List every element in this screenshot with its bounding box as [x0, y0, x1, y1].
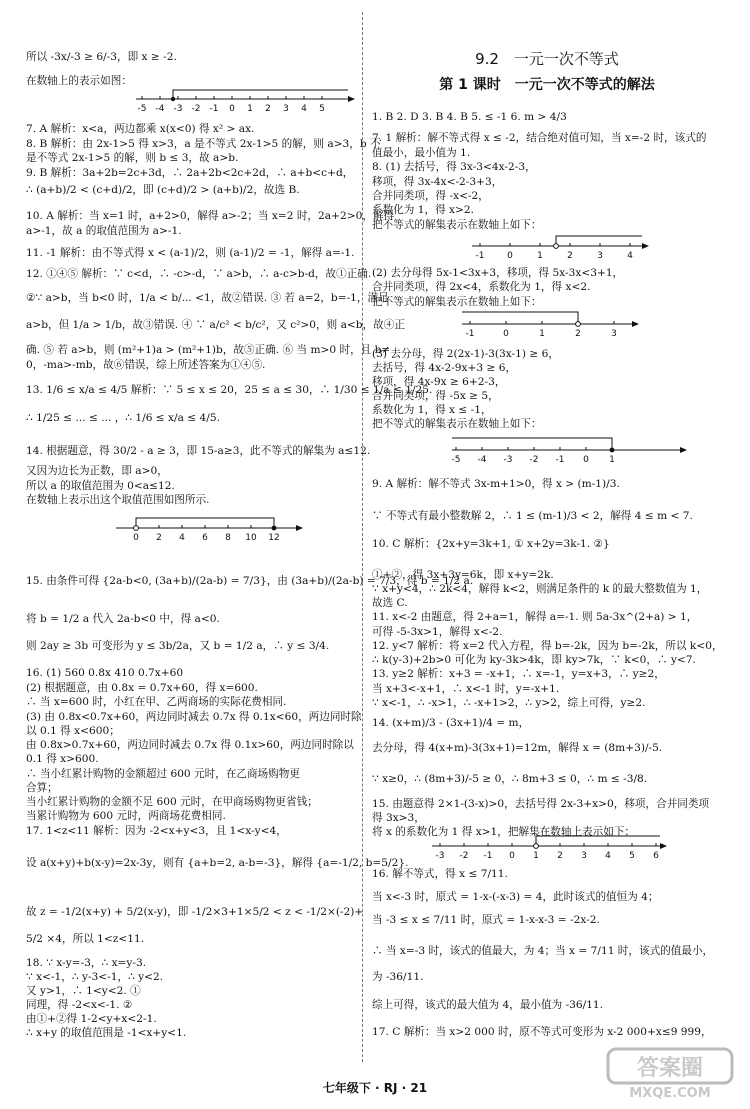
answer-line: 当小红累计购物的金额不足 600 元时，在甲商场购物更省钱； [26, 796, 318, 808]
answer-line: 14. 根据题意，得 30/2 - a ≥ 3，即 15-a≥3，此不等式的解集为 a≤12. [26, 445, 371, 457]
number-line-tick-label: 4 [605, 851, 611, 861]
number-line-figure [432, 832, 672, 862]
answer-line: 把不等式的解集表示在数轴上如下： [372, 219, 542, 231]
answer-line: 合并同类项，得 -5x ≥ 5， [372, 390, 499, 402]
section-title: 9.2 一元一次不等式 [475, 50, 619, 68]
number-line [116, 514, 306, 546]
answer-line: ∵ x≥0，∴ (8m+3)/-5 ≥ 0，∴ 8m+3 ≤ 0，∴ m ≤ -3/8. [372, 773, 648, 785]
answer-line: ②∵ a>b，当 b<0 时，1/a < b/... <1，故②错误. ③ 若 a=2，b=-1，满足 [26, 292, 389, 304]
lesson-subtitle: 第 1 课时 一元一次不等式的解法 [439, 77, 655, 93]
number-line-tick-label: 3 [581, 851, 587, 861]
answer-line: 当 -3 ≤ x ≤ 7/11 时，原式 = 1-x-x-3 = -2x-2. [372, 914, 600, 926]
answer-line: ∵ x<-1，∴ -x>1，∴ -x+1>2，∴ y>2，综上可得，y≥2. [372, 697, 646, 709]
number-line [136, 88, 356, 118]
number-line-tick-label: 5 [629, 851, 635, 861]
answer-line: ∴ 当小红累计购物的金额超过 600 元时，在乙商场购物更 [26, 768, 300, 780]
number-line-tick-label: 10 [245, 533, 257, 543]
answer-line: 13. 1/6 ≤ x/a ≤ 4/5 解析：∵ 5 ≤ x ≤ 20，25 ≤ a ≤ 30，∴ 1/30 ≤ 1/a ≤ 1/25. [26, 384, 433, 396]
answer-line: 15. 由条件可得 {2a-b<0, (3a+b)/(2a-b) = 7/3}，由 (3a+b)/(2a-b) = 7/3，得 b = 1/2 a. [26, 575, 474, 587]
answer-line: 15. 由题意得 2×1-(3-x)>0，去括号得 2x-3+x>0，移项，合并同类项 [372, 798, 710, 810]
answer-line: 把不等式的解集表示在数轴上如下： [372, 418, 542, 430]
answer-line: 当累计购物为 600 元时，两商场花费相同. [26, 810, 226, 822]
number-line-tick-label: 4 [301, 104, 307, 114]
answer-line: (3) 去分母，得 2(2x-1)-3(3x-1) ≥ 6， [372, 348, 559, 360]
answer-line: 10. C 解析：{2x+y=3k+1, ① x+2y=3k-1. ②} [372, 538, 610, 550]
answer-line: 值最小，最小值为 1. [372, 147, 471, 159]
answer-line: 又 y>1，∴ 1<y<2. ① [26, 985, 141, 997]
number-line-tick-label: -2 [459, 851, 469, 861]
answer-line: 合算； [26, 782, 58, 794]
number-line [432, 832, 672, 862]
answer-line: 合并同类项，得 2x<4，系数化为 1，得 x<2. [372, 281, 591, 293]
answer-line: ∵ x+y<4，∴ 2k<4，解得 k<2，则满足条件的 k 的最大整数值为 1， [372, 583, 708, 595]
answer-line: 当 x+3<-x+1，∴ x<-1 时，y=-x+1. [372, 683, 560, 695]
answer-line: 7. 1 解析：解不等式得 x ≤ -2，结合绝对值可知，当 x=-2 时，该式的 [372, 132, 707, 144]
answer-line: 12. ①④⑤ 解析：∵ c<d，∴ -c>-d，∵ a>b，∴ a-c>b-d，故①正确. [26, 268, 372, 280]
number-line-figure [452, 432, 692, 468]
answer-line: 合并同类项，得 -x<-2， [372, 190, 489, 202]
number-line-tick-label: -1 [555, 455, 565, 465]
answer-line: 0.1 得 x>600. [26, 753, 99, 765]
number-line-tick-label: 1 [533, 851, 539, 861]
answer-line: 12. y<7 解析：将 x=2 代入方程，得 b=-2k，因为 b=-2k，所以 k<0， [372, 640, 723, 652]
answer-line: 去括号，得 4x-2-9x+3 ≥ 6， [372, 362, 517, 374]
number-line-tick-label: -3 [173, 104, 183, 114]
number-line-tick-label: 5 [319, 104, 325, 114]
answer-line: 17. 1<z<11 解析：因为 -2<x+y<3，且 1<x-y<4， [26, 825, 287, 837]
number-line-tick-label: -1 [475, 251, 485, 261]
answer-line: 把不等式的解集表示在数轴上如下： [372, 296, 542, 308]
number-line-tick-label: 3 [597, 251, 603, 261]
answer-line: 所以 a 的取值范围为 0<a≤12. [26, 480, 175, 492]
number-line [462, 308, 642, 342]
answer-line: 8. (1) 去括号，得 3x-3<4x-2-3， [372, 161, 536, 173]
number-line-tick-label: 0 [503, 329, 509, 339]
number-line-tick-label: -1 [209, 104, 219, 114]
number-line-figure [116, 514, 306, 546]
answer-line: 16. 解不等式，得 x ≤ 7/11. [372, 868, 508, 880]
number-line-tick-label: 0 [509, 851, 515, 861]
answer-line: 以 0.1 得 x<600； [26, 725, 120, 737]
answer-line: 在数轴上表示出这个取值范围如图所示. [26, 494, 210, 506]
answer-line: a>b，但 1/a > 1/b，故③错误. ④ ∵ a/c² < b/c²，又 c²>0，则 a<b，故④正 [26, 319, 405, 331]
answer-line: (2) 去分母得 5x-1<3x+3，移项，得 5x-3x<3+1， [372, 267, 624, 279]
answer-line: 去分母，得 4(x+m)-3(3x+1)=12m，解得 x = (8m+3)/-5. [372, 742, 663, 754]
number-line-tick-label: 1 [609, 455, 615, 465]
number-line-tick-label: -2 [529, 455, 539, 465]
answer-line: ①+②，得 3x+3y=6k，即 x+y=2k. [372, 569, 554, 581]
answer-line: 得 3x>3， [372, 812, 425, 824]
answer-line: 则 2ay ≥ 3b 可变形为 y ≤ 3b/2a，又 b = 1/2 a，∴ y ≤ 3/4. [26, 640, 330, 652]
answer-line: 系数化为 1，得 x ≤ -1， [372, 404, 492, 416]
answer-line: ∴ x+y 的取值范围是 -1<x+y<1. [26, 1027, 187, 1039]
answer-line: 确. ⑤ 若 a>b，则 (m²+1)a > (m²+1)b，故⑤正确. ⑥ 当 m>0 时，且 b≠ [26, 344, 391, 356]
answer-line: 设 a(x+y)+b(x-y)=2x-3y，则有 {a+b=2, a-b=-3}，解得 {a=-1/2, b=5/2}. [26, 857, 409, 869]
answer-line: ∴ 当 x=-3 时，该式的值最大，为 4；当 x = 7/11 时，该式的值最小， [372, 945, 714, 957]
number-line-tick-label: -1 [483, 851, 493, 861]
answer-line: 综上可得，该式的最大值为 4，最小值为 -36/11. [372, 999, 604, 1011]
answer-line: 系数化为 1，得 x>2. [372, 204, 474, 216]
answer-line: 是不等式 2x-1>5 的解，则 b ≤ 3，故 a>b. [26, 152, 239, 164]
answer-line: 17. C 解析：当 x>2 000 时，原不等式可变形为 x-2 000+x≤9 999， [372, 1026, 712, 1038]
answer-line: (3) 由 0.8x<0.7x+60，两边同时减去 0.7x 得 0.1x<60，两边同时除 [26, 711, 362, 723]
answer-line: 在数轴上的表示如图： [26, 75, 132, 87]
number-line-tick-label: -1 [465, 329, 475, 339]
number-line-tick-label: -3 [503, 455, 513, 465]
answer-line: 10. A 解析：当 x=1 时，a+2>0，解得 a>-2；当 x=2 时，2a+2>0，解得 [26, 210, 395, 222]
answer-line: ∴ 当 x=600 时，小红在甲、乙两商场的实际花费相同. [26, 696, 287, 708]
page-footer: 七年级下 · RJ · 21 [322, 1081, 428, 1095]
answer-line: 9. B 解析：3a+2b=2c+3d，∴ 2a+2b<2c+2d，∴ a+b<c+d， [26, 167, 354, 179]
number-line-tick-label: -3 [435, 851, 445, 861]
answer-line: 11. x<-2 由题意，得 2+a=1，解得 a=-1. 则 5a-3x^(2+a) > 1， [372, 611, 698, 623]
number-line-tick-label: -2 [191, 104, 201, 114]
answer-line: 18. ∵ x-y=-3，∴ x=y-3. [26, 957, 147, 969]
answer-line: 当 x<-3 时，原式 = 1-x-(-x-3) = 4，此时该式的值恒为 4； [372, 891, 659, 903]
number-line-tick-label: 0 [583, 455, 589, 465]
number-line-tick-label: 4 [627, 251, 633, 261]
number-line-tick-label: 4 [179, 533, 185, 543]
answer-line: (2) 根据题意，由 0.8x = 0.7x+60，得 x=600. [26, 682, 258, 694]
watermark-logo [604, 1047, 736, 1101]
number-line-tick-label: 2 [567, 251, 573, 261]
number-line-tick-label: -5 [451, 455, 461, 465]
answer-line: 16. (1) 560 0.8x 410 0.7x+60 [26, 667, 184, 679]
answer-line: 由①+②得 1-2<y+x<2-1. [26, 1013, 157, 1025]
number-line-figure [462, 308, 642, 342]
number-line-figure [472, 232, 652, 264]
answer-line: 8. B 解析：由 2x-1>5 得 x>3，a 是不等式 2x-1>5 的解，则 a>3，b 不 [26, 138, 381, 150]
answer-line: ∴ 1/25 ≤ ... ≤ ... ，∴ 1/6 ≤ x/a ≤ 4/5. [26, 412, 220, 424]
answer-line: ∵ x<-1，∴ y-3<-1，∴ y<2. [26, 971, 164, 983]
number-line-tick-label: 1 [539, 329, 545, 339]
answer-line: 所以 -3x/-3 ≥ 6/-3，即 x ≥ -2. [26, 51, 177, 63]
number-line-tick-label: 1 [537, 251, 543, 261]
number-line [452, 432, 692, 468]
number-line-tick-label: 8 [225, 533, 231, 543]
number-line-figure [136, 88, 356, 118]
number-line-tick-label: 2 [557, 851, 563, 861]
answer-line: 为 -36/11. [372, 971, 424, 983]
answer-line: 故选 C. [372, 597, 408, 609]
number-line-tick-label: -4 [155, 104, 165, 114]
answer-line: 移项，得 4x-9x ≥ 6+2-3， [372, 376, 506, 388]
answer-line: 又因为边长为正数，即 a>0， [26, 465, 168, 477]
answer-line: a>-1，故 a 的取值范围为 a>-1. [26, 225, 182, 237]
number-line-tick-label: 6 [653, 851, 659, 861]
answer-line: ∴ (a+b)/2 < (c+d)/2，即 (c+d)/2 > (a+b)/2，故选 B. [26, 184, 300, 196]
column-divider [362, 12, 363, 1062]
number-line-tick-label: 1 [247, 104, 253, 114]
answer-line: 故 z = -1/2(x+y) + 5/2(x-y)，即 -1/2×3+1×5/2 < z < -1/2×(-2)+ [26, 906, 364, 918]
number-line-tick-label: 2 [156, 533, 162, 543]
answer-line: 由 0.8x>0.7x+60，两边同时减去 0.7x 得 0.1x>60，两边同时除以 [26, 739, 354, 751]
answer-line: 14. (x+m)/3 - (3x+1)/4 = m， [372, 717, 530, 729]
answer-line: 可得 -5-3x>1，解得 x<-2. [372, 626, 503, 638]
number-line-tick-label: 0 [133, 533, 139, 543]
svg-text:答案圈: 答案圈 [636, 1056, 704, 1081]
number-line-tick-label: 2 [575, 329, 581, 339]
answer-line: ∵ 不等式有最小整数解 2，∴ 1 ≤ (m-1)/3 < 2，解得 4 ≤ m < 7. [372, 510, 693, 522]
answer-line: 9. A 解析：解不等式 3x-m+1>0，得 x > (m-1)/3. [372, 478, 620, 490]
number-line-tick-label: -5 [137, 104, 147, 114]
answer-line: 1. B 2. D 3. B 4. B 5. ≤ -1 6. m > 4/3 [372, 111, 567, 123]
answer-line: ∴ k(y-3)+2b>0 可化为 ky-3k>4k，即 ky>7k，∵ k<0，∴ y<7. [372, 654, 696, 666]
number-line-tick-label: 12 [268, 533, 280, 543]
number-line [472, 232, 652, 264]
number-line-tick-label: 2 [265, 104, 271, 114]
answer-line: 将 b = 1/2 a 代入 2a-b<0 中，得 a<0. [26, 613, 220, 625]
answer-line: 13. y≥2 解析：x+3 = -x+1，∴ x=-1，y=x+3，∴ y≥2， [372, 668, 665, 680]
svg-text:MXQE.COM: MXQE.COM [629, 1086, 711, 1101]
answer-line: 移项，得 3x-4x<-2-3+3， [372, 176, 503, 188]
number-line-tick-label: 3 [611, 329, 617, 339]
answer-line: 7. A 解析：x<a，两边都乘 x(x<0) 得 x² > ax. [26, 123, 255, 135]
number-line-tick-label: 0 [229, 104, 235, 114]
answer-line: 将 x 的系数化为 1 得 x>1，把解集在数轴上表示如下： [372, 826, 636, 838]
number-line-tick-label: -4 [477, 455, 487, 465]
answer-line: 11. -1 解析：由不等式得 x < (a-1)/2，则 (a-1)/2 = -1，解得 a=-1. [26, 247, 355, 259]
number-line-tick-label: 6 [202, 533, 208, 543]
answer-line: 同理，得 -2<x<-1. ② [26, 999, 133, 1011]
answer-line: 5/2 ×4，所以 1<z<11. [26, 933, 145, 945]
number-line-tick-label: 3 [283, 104, 289, 114]
number-line-tick-label: 0 [507, 251, 513, 261]
answer-line: 0，-ma>-mb，故⑥错误，综上所述答案为①④⑤. [26, 359, 266, 371]
